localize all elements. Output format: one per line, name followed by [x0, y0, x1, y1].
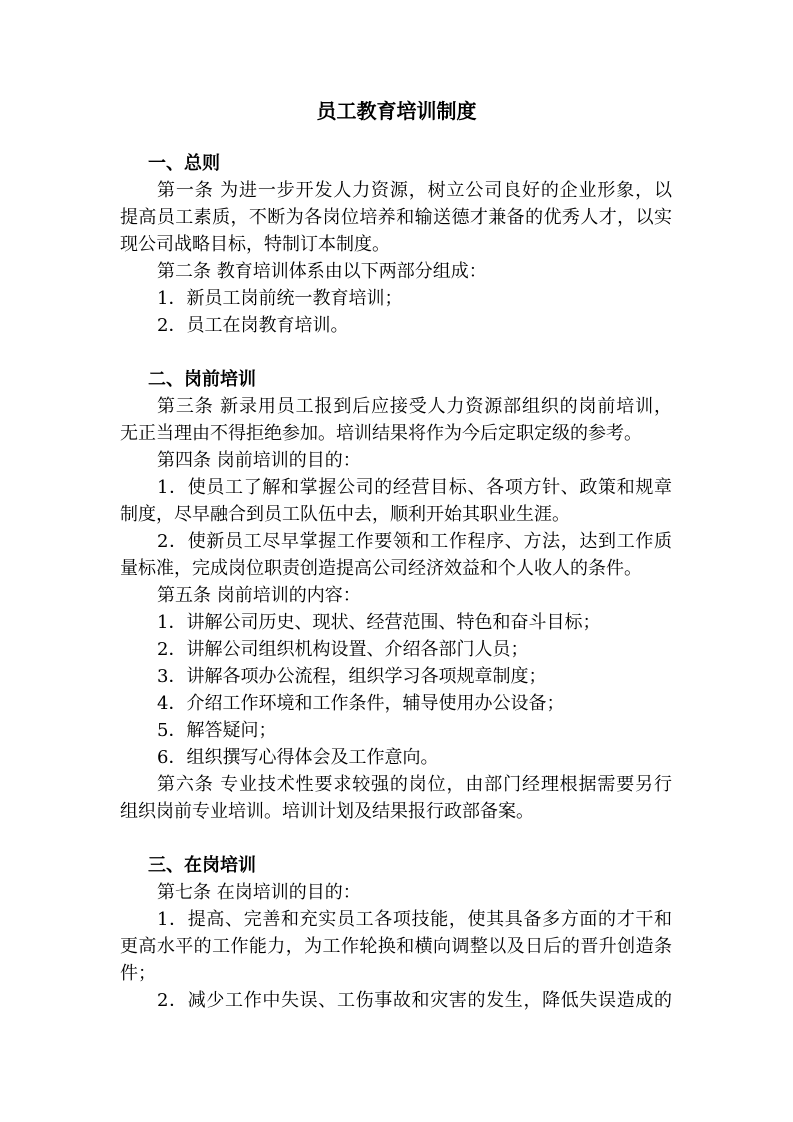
document-title: 员工教育培训制度: [316, 99, 477, 123]
paragraph-line: 2．员工在岗教育培训。: [157, 315, 349, 336]
paragraph: [120, 528, 672, 582]
paragraph-line: 2．使新员工尽早掌握工作要领和工作程序、方法，达到工作质: [157, 531, 672, 552]
paragraph-line: 1．提高、完善和充实员工各项技能，使其具备多方面的才干和: [157, 909, 672, 930]
paragraph-line: 第三条 新录用员工报到后应接受人力资源部组织的岗前培训，: [157, 396, 672, 417]
paragraph: [120, 447, 672, 474]
paragraph-line: 制度，尽早融合到员工队伍中去，顺利开始其职业生涯。: [120, 504, 570, 525]
section-heading: 一、总则: [148, 153, 220, 174]
section-heading: 二、岗前培训: [148, 369, 256, 390]
paragraph-line: 第二条 教育培训体系由以下两部分组成：: [157, 261, 487, 282]
paragraph: [120, 744, 672, 771]
paragraph-line: 6．组织撰写心得体会及工作意向。: [157, 747, 439, 768]
paragraph: [120, 393, 672, 447]
paragraph-line: 量标准，完成岗位职责创造提高公司经济效益和个人收人的条件。: [120, 558, 642, 579]
paragraph: [120, 636, 672, 663]
paragraph: [120, 663, 672, 690]
document-body: [120, 150, 672, 1014]
paragraph-line: 第五条 岗前培训的内容：: [157, 585, 361, 606]
paragraph: [120, 312, 672, 339]
paragraph-line: 3．讲解各项办公流程，组织学习各项规章制度；: [157, 666, 547, 687]
paragraph-line: 第一条 为进一步开发人力资源，树立公司良好的企业形象，以: [157, 180, 672, 201]
section: [120, 366, 672, 825]
paragraph: [120, 474, 672, 528]
paragraph: [120, 879, 672, 906]
paragraph: [120, 906, 672, 987]
paragraph-line: 4．介绍工作环境和工作条件，辅导使用办公设备；: [157, 693, 565, 714]
paragraph-line: 现公司战略目标，特制订本制度。: [120, 234, 390, 255]
blank-line: [120, 825, 672, 852]
paragraph: [120, 717, 672, 744]
section: [120, 852, 672, 1014]
paragraph-line: 1．使员工了解和掌握公司的经营目标、各项方针、政策和规章: [157, 477, 672, 498]
paragraph-line: 第七条 在岗培训的目的：: [157, 882, 361, 903]
paragraph: [120, 285, 672, 312]
section-heading: 三、在岗培训: [148, 855, 256, 876]
paragraph-line: 更高水平的工作能力，为工作轮换和横向调整以及日后的晋升创造条: [120, 936, 672, 957]
section: [120, 150, 672, 339]
paragraph-line: 2．讲解公司组织机构设置、介绍各部门人员；: [157, 639, 529, 660]
paragraph-line: 第六条 专业技术性要求较强的岗位，由部门经理根据需要另行: [157, 774, 672, 795]
paragraph-line: 无正当理由不得拒绝参加。培训结果将作为今后定职定级的参考。: [120, 423, 642, 444]
paragraph-line: 1．新员工岗前统一教育培训；: [157, 288, 403, 309]
blank-line: [120, 339, 672, 366]
paragraph: [120, 582, 672, 609]
paragraph-line: 2．减少工作中失误、工伤事故和灾害的发生，降低失误造成的: [157, 990, 672, 1011]
paragraph-line: 组织岗前专业培训。培训计划及结果报行政部备案。: [120, 801, 534, 822]
paragraph-line: 5．解答疑问；: [157, 720, 277, 741]
paragraph-line: 提高员工素质，不断为各岗位培养和输送德才兼备的优秀人才，以实: [120, 207, 672, 228]
paragraph-line: 件；: [120, 963, 156, 984]
paragraph: [120, 177, 672, 258]
paragraph: [120, 690, 672, 717]
paragraph: [120, 258, 672, 285]
paragraph: [120, 987, 672, 1014]
paragraph: [120, 609, 672, 636]
paragraph-line: 1．讲解公司历史、现状、经营范围、特色和奋斗目标；: [157, 612, 601, 633]
paragraph: [120, 771, 672, 825]
paragraph-line: 第四条 岗前培训的目的：: [157, 450, 361, 471]
